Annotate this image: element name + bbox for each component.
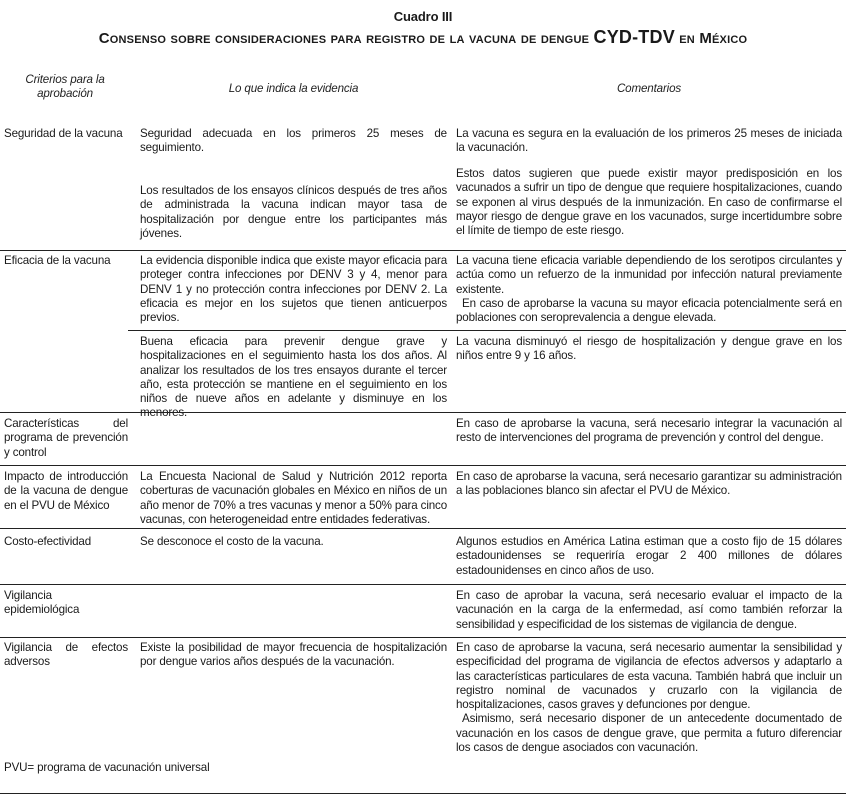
criterion-efficacy: Eficacia de la vacuna: [4, 254, 111, 267]
column-header-comments: Comentarios: [616, 82, 682, 95]
criterion-safety: Seguridad de la vacuna: [4, 127, 123, 140]
row-divider: [0, 250, 846, 251]
criterion-cost: Costo-efectividad: [4, 535, 92, 548]
criterion-impact: Impacto de introducción de la vacuna de dengue en el PVU de México: [4, 470, 128, 512]
evidence-cell: Seguridad adecuada en los primeros 25 meses de seguimiento.: [140, 127, 447, 155]
comment-cell: [456, 254, 842, 325]
comment-cell: La vacuna es segura en la evaluación de los primeros 25 meses de iniciada la vacunación.: [456, 127, 842, 155]
evidence-cell: Los resultados de los ensayos clínicos después de tres años de administrada la vacuna indican mayor tasa de hospitalización por dengue entre los participantes más jóvenes.: [140, 184, 447, 240]
column-header-evidence: Lo que indica la evidencia: [228, 82, 359, 95]
comment-cell: Estos datos sugieren que puede existir mayor predisposición en los vacunados a sufrir un tipo de dengue que requiere hospitalizaciones, cuando se exponen al virus después de la inmunización. En caso de confirmarse el mayor riesgo de dengue grave en los vacunados, surge incertidumbre sobre el límite de tiempo de este riesgo.: [456, 167, 842, 238]
footnote: PVU= programa de vacunación universal: [4, 761, 210, 774]
heading-vaccine-code: CYD-TDV: [593, 27, 675, 47]
evidence-cell: Existe la posibilidad de mayor frecuencia de hospitalización por dengue varios años después de la vacunación.: [140, 641, 447, 669]
comment-paragraph: En caso de aprobarse la vacuna su mayor eficacia potencialmente será en poblaciones con seroprevalencia a dengue elevada.: [456, 296, 842, 325]
comment-cell: En caso de aprobarse la vacuna, será necesario garantizar su administración a las poblaciones blanco sin afectar el PVU de México.: [456, 470, 842, 498]
comment-cell: [456, 641, 842, 755]
row-divider: [0, 637, 846, 638]
criterion-adverse-effects: Vigilancia de efectos adversos: [4, 641, 128, 669]
comment-cell: En caso de aprobarse la vacuna, será necesario integrar la vacunación al resto de intervenciones del programa de prevención y control del dengue.: [456, 417, 842, 445]
row-divider: [0, 412, 846, 413]
heading-text: Consenso sobre consideraciones para registro de la vacuna de dengue: [98, 30, 594, 47]
comment-paragraph: Asimismo, será necesario disponer de un antecedente documentado de vacunación en los casos de dengue grave, que permita a futuro diferenciar los casos de dengue asociados con vacunación.: [456, 712, 842, 755]
comment-paragraph: En caso de aprobarse la vacuna, será necesario aumentar la sensibilidad y especificidad del programa de vigilancia de efectos adversos y adaptarlo a las características particulares de esta vacuna. También habrá que incluir un registro nominal de vacunados y cruzarlo con la vigilancia de hospitalizaciones, casos graves y defunciones por dengue.: [456, 641, 842, 712]
comment-cell: La vacuna disminuyó el riesgo de hospitalización y dengue grave en los niños entre 9 y 16 años.: [456, 335, 842, 363]
criterion-surveillance: Vigilancia epidemiológica: [4, 589, 80, 617]
table-bottom-rule: [0, 793, 846, 794]
table-caption: Cuadro III: [393, 9, 453, 24]
row-divider: [0, 528, 846, 529]
evidence-cell: La Encuesta Nacional de Salud y Nutrición 2012 reporta coberturas de vacunación globales en México en niños de un año menor de 70% a tres vacunas y menor a 50% para cinco vacunas, con heterogeneidad entre entidades federativas.: [140, 470, 447, 526]
evidence-cell: Se desconoce el costo de la vacuna.: [140, 535, 324, 548]
subrow-divider: [128, 330, 846, 331]
comment-paragraph: La vacuna tiene eficacia variable dependiendo de los serotipos circulantes y actúa como un refuerzo de la inmunidad por infección natural previamente existente.: [456, 254, 842, 296]
evidence-cell: Buena eficacia para prevenir dengue grave y hospitalizaciones en el seguimiento hasta los dos años. Al analizar los resultados de los tres ensayos durante el tercer año, esta protección se mantiene en el seguimiento en los niños de nueve años en adelante y disminuye en los: [140, 335, 447, 406]
evidence-cell: La evidencia disponible indica que existe mayor eficacia para proteger contra infecciones por DENV 3 y 4, menor para DENV 1 y no protección contra infecciones por DENV 2. La eficacia es mejor en los sujetos que tienen anticuerpos previos.: [140, 254, 447, 325]
heading-text-end: en México: [674, 30, 748, 47]
criterion-program: Características del programa de prevención y control: [4, 417, 128, 459]
row-divider: [0, 584, 846, 585]
table-heading: [0, 27, 846, 47]
comment-cell: En caso de aprobar la vacuna, será necesario evaluar el impacto de la vacunación en la carga de la enfermedad, así como también reforzar la sensibilidad y especificidad de los sistemas de vigilancia de dengue.: [456, 589, 842, 631]
column-header-criteria: Criterios para la aprobación: [25, 73, 105, 101]
comment-cell: Algunos estudios en América Latina estiman que a costo fijo de 15 dólares estadounidenses se requeriría erogar 2 400 millones de dólares estadounidenses en cinco años de uso.: [456, 535, 842, 577]
row-divider: [0, 465, 846, 466]
